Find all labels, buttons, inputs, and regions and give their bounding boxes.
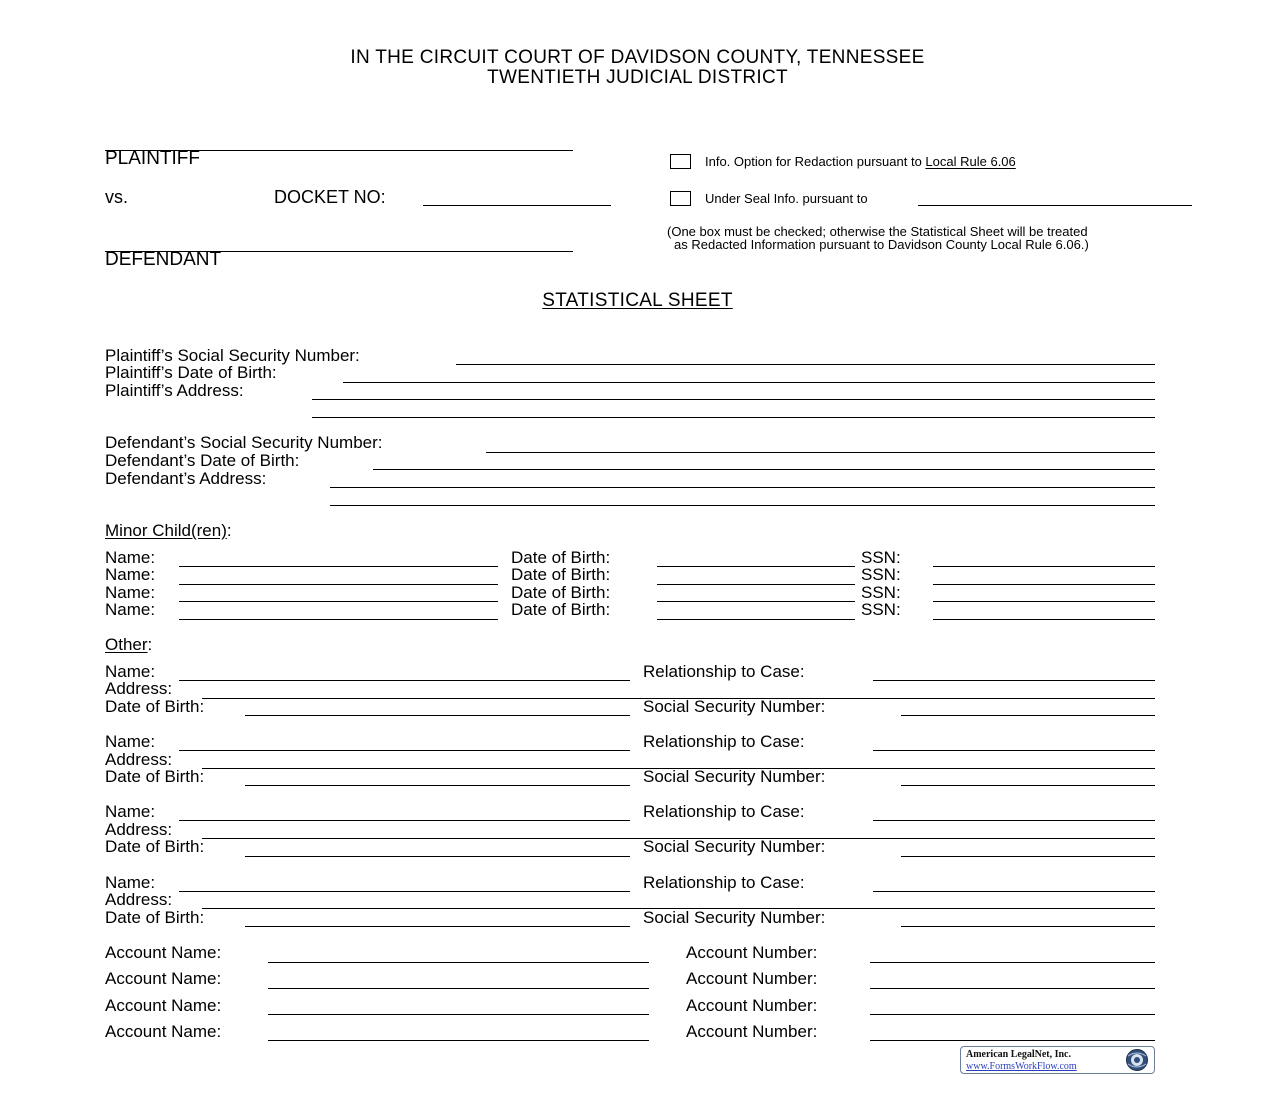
- checkbox-note-line2: as Redacted Information pursuant to Davidson County Local Rule 6.06.): [674, 237, 1089, 252]
- minor-name-label: Name:: [105, 565, 156, 584]
- account-number-label: Account Number:: [686, 996, 818, 1015]
- defendant-address-label: Defendant’s Address:: [105, 469, 267, 488]
- defendant-address-field-2[interactable]: [330, 505, 1155, 506]
- docket-field[interactable]: [423, 205, 611, 206]
- plaintiff-ssn-label: Plaintiff’s Social Security Number:: [105, 346, 360, 365]
- other-heading: Other:: [105, 635, 153, 654]
- account-name-field[interactable]: [268, 962, 649, 963]
- account-number-field[interactable]: [870, 988, 1155, 989]
- defendant-dob-field[interactable]: [373, 469, 1155, 470]
- defendant-label: DEFENDANT: [105, 249, 222, 270]
- other-relationship-label: Relationship to Case:: [643, 662, 805, 681]
- minor-name-field[interactable]: [179, 619, 498, 620]
- other-address-label: Address:: [105, 750, 173, 769]
- plaintiff-dob-label: Plaintiff’s Date of Birth:: [105, 363, 277, 382]
- docket-label: DOCKET NO:: [274, 187, 386, 207]
- minor-name-label: Name:: [105, 600, 156, 619]
- minor-ssn-field[interactable]: [933, 601, 1155, 602]
- seal-checkbox[interactable]: [670, 191, 691, 206]
- account-number-field[interactable]: [870, 1040, 1155, 1041]
- account-number-field[interactable]: [870, 1014, 1155, 1015]
- american-legalnet-logo[interactable]: [960, 1046, 1155, 1074]
- minor-name-field[interactable]: [179, 601, 498, 602]
- account-name-field[interactable]: [268, 1040, 649, 1041]
- other-address-label: Address:: [105, 820, 173, 839]
- minor-name-field[interactable]: [179, 584, 498, 585]
- other-name-field[interactable]: [179, 750, 630, 751]
- sheet-title: STATISTICAL SHEET: [542, 290, 733, 311]
- minor-ssn-label: SSN:: [861, 565, 901, 584]
- plaintiff-address-field-2[interactable]: [312, 417, 1155, 418]
- other-relationship-field[interactable]: [873, 750, 1155, 751]
- account-name-label: Account Name:: [105, 1022, 222, 1041]
- other-name-label: Name:: [105, 732, 156, 751]
- minor-dob-field[interactable]: [657, 584, 855, 585]
- other-name-field[interactable]: [179, 820, 630, 821]
- other-ssn-field[interactable]: [901, 715, 1155, 716]
- minor-children-heading: Minor Child(ren):: [105, 521, 232, 540]
- other-dob-field[interactable]: [245, 785, 630, 786]
- minor-ssn-label: SSN:: [861, 548, 901, 567]
- other-ssn-field[interactable]: [901, 856, 1155, 857]
- other-ssn-label: Social Security Number:: [643, 767, 826, 786]
- minor-dob-label: Date of Birth:: [511, 548, 611, 567]
- other-ssn-label: Social Security Number:: [643, 837, 826, 856]
- minor-dob-label: Date of Birth:: [511, 600, 611, 619]
- other-ssn-field[interactable]: [901, 785, 1155, 786]
- other-relationship-label: Relationship to Case:: [643, 873, 805, 892]
- other-dob-field[interactable]: [245, 856, 630, 857]
- plaintiff-address-label: Plaintiff’s Address:: [105, 381, 244, 400]
- minor-name-label: Name:: [105, 583, 156, 602]
- defendant-dob-label: Defendant’s Date of Birth:: [105, 451, 300, 470]
- other-relationship-label: Relationship to Case:: [643, 802, 805, 821]
- account-name-field[interactable]: [268, 1014, 649, 1015]
- other-ssn-label: Social Security Number:: [643, 908, 826, 927]
- other-dob-label: Date of Birth:: [105, 767, 205, 786]
- other-name-label: Name:: [105, 802, 156, 821]
- minor-name-field[interactable]: [179, 566, 498, 567]
- other-dob-label: Date of Birth:: [105, 837, 205, 856]
- minor-dob-field[interactable]: [657, 601, 855, 602]
- minor-name-label: Name:: [105, 548, 156, 567]
- plaintiff-address-field-1[interactable]: [312, 399, 1155, 400]
- other-address-label: Address:: [105, 890, 173, 909]
- account-name-label: Account Name:: [105, 996, 222, 1015]
- account-number-label: Account Number:: [686, 943, 818, 962]
- logo-url-link[interactable]: www.FormsWorkFlow.com: [966, 1061, 1077, 1072]
- other-relationship-field[interactable]: [873, 680, 1155, 681]
- account-name-label: Account Name:: [105, 969, 222, 988]
- minor-ssn-field[interactable]: [933, 619, 1155, 620]
- other-relationship-field[interactable]: [873, 891, 1155, 892]
- logo-company-name: American LegalNet, Inc.: [966, 1049, 1071, 1060]
- defendant-ssn-label: Defendant’s Social Security Number:: [105, 433, 383, 452]
- seal-reference-field[interactable]: [918, 205, 1192, 206]
- minor-ssn-label: SSN:: [861, 583, 901, 602]
- account-number-label: Account Number:: [686, 1022, 818, 1041]
- minor-ssn-label: SSN:: [861, 600, 901, 619]
- plaintiff-dob-field[interactable]: [343, 382, 1155, 383]
- defendant-address-field-1[interactable]: [330, 487, 1155, 488]
- redaction-option-label: Info. Option for Redaction pursuant to Local Rule 6.06: [705, 154, 1016, 169]
- other-name-field[interactable]: [179, 680, 630, 681]
- other-name-field[interactable]: [179, 891, 630, 892]
- minor-dob-field[interactable]: [657, 619, 855, 620]
- seal-option-label: Under Seal Info. pursuant to: [705, 191, 868, 206]
- plaintiff-ssn-field[interactable]: [456, 364, 1155, 365]
- vs-label: vs.: [105, 187, 129, 207]
- minor-dob-field[interactable]: [657, 566, 855, 567]
- account-name-label: Account Name:: [105, 943, 222, 962]
- other-name-label: Name:: [105, 662, 156, 681]
- globe-icon: [1124, 1048, 1150, 1072]
- other-ssn-field[interactable]: [901, 926, 1155, 927]
- minor-ssn-field[interactable]: [933, 566, 1155, 567]
- defendant-ssn-field[interactable]: [486, 452, 1155, 453]
- district-title: TWENTIETH JUDICIAL DISTRICT: [487, 67, 788, 88]
- checkbox-note-line1: (One box must be checked; otherwise the Statistical Sheet will be treated: [667, 224, 1088, 239]
- other-dob-field[interactable]: [245, 715, 630, 716]
- court-title: IN THE CIRCUIT COURT OF DAVIDSON COUNTY, TENNESSEE: [350, 47, 925, 68]
- other-dob-label: Date of Birth:: [105, 697, 205, 716]
- account-number-label: Account Number:: [686, 969, 818, 988]
- other-name-label: Name:: [105, 873, 156, 892]
- local-rule-link: Local Rule 6.06: [925, 154, 1016, 169]
- other-address-label: Address:: [105, 679, 173, 698]
- account-name-field[interactable]: [268, 988, 649, 989]
- minor-ssn-field[interactable]: [933, 584, 1155, 585]
- other-dob-label: Date of Birth:: [105, 908, 205, 927]
- other-relationship-label: Relationship to Case:: [643, 732, 805, 751]
- other-dob-field[interactable]: [245, 926, 630, 927]
- plaintiff-label: PLAINTIFF: [105, 148, 201, 169]
- redaction-checkbox[interactable]: [670, 154, 691, 169]
- minor-dob-label: Date of Birth:: [511, 583, 611, 602]
- other-ssn-label: Social Security Number:: [643, 697, 826, 716]
- other-relationship-field[interactable]: [873, 820, 1155, 821]
- account-number-field[interactable]: [870, 962, 1155, 963]
- minor-dob-label: Date of Birth:: [511, 565, 611, 584]
